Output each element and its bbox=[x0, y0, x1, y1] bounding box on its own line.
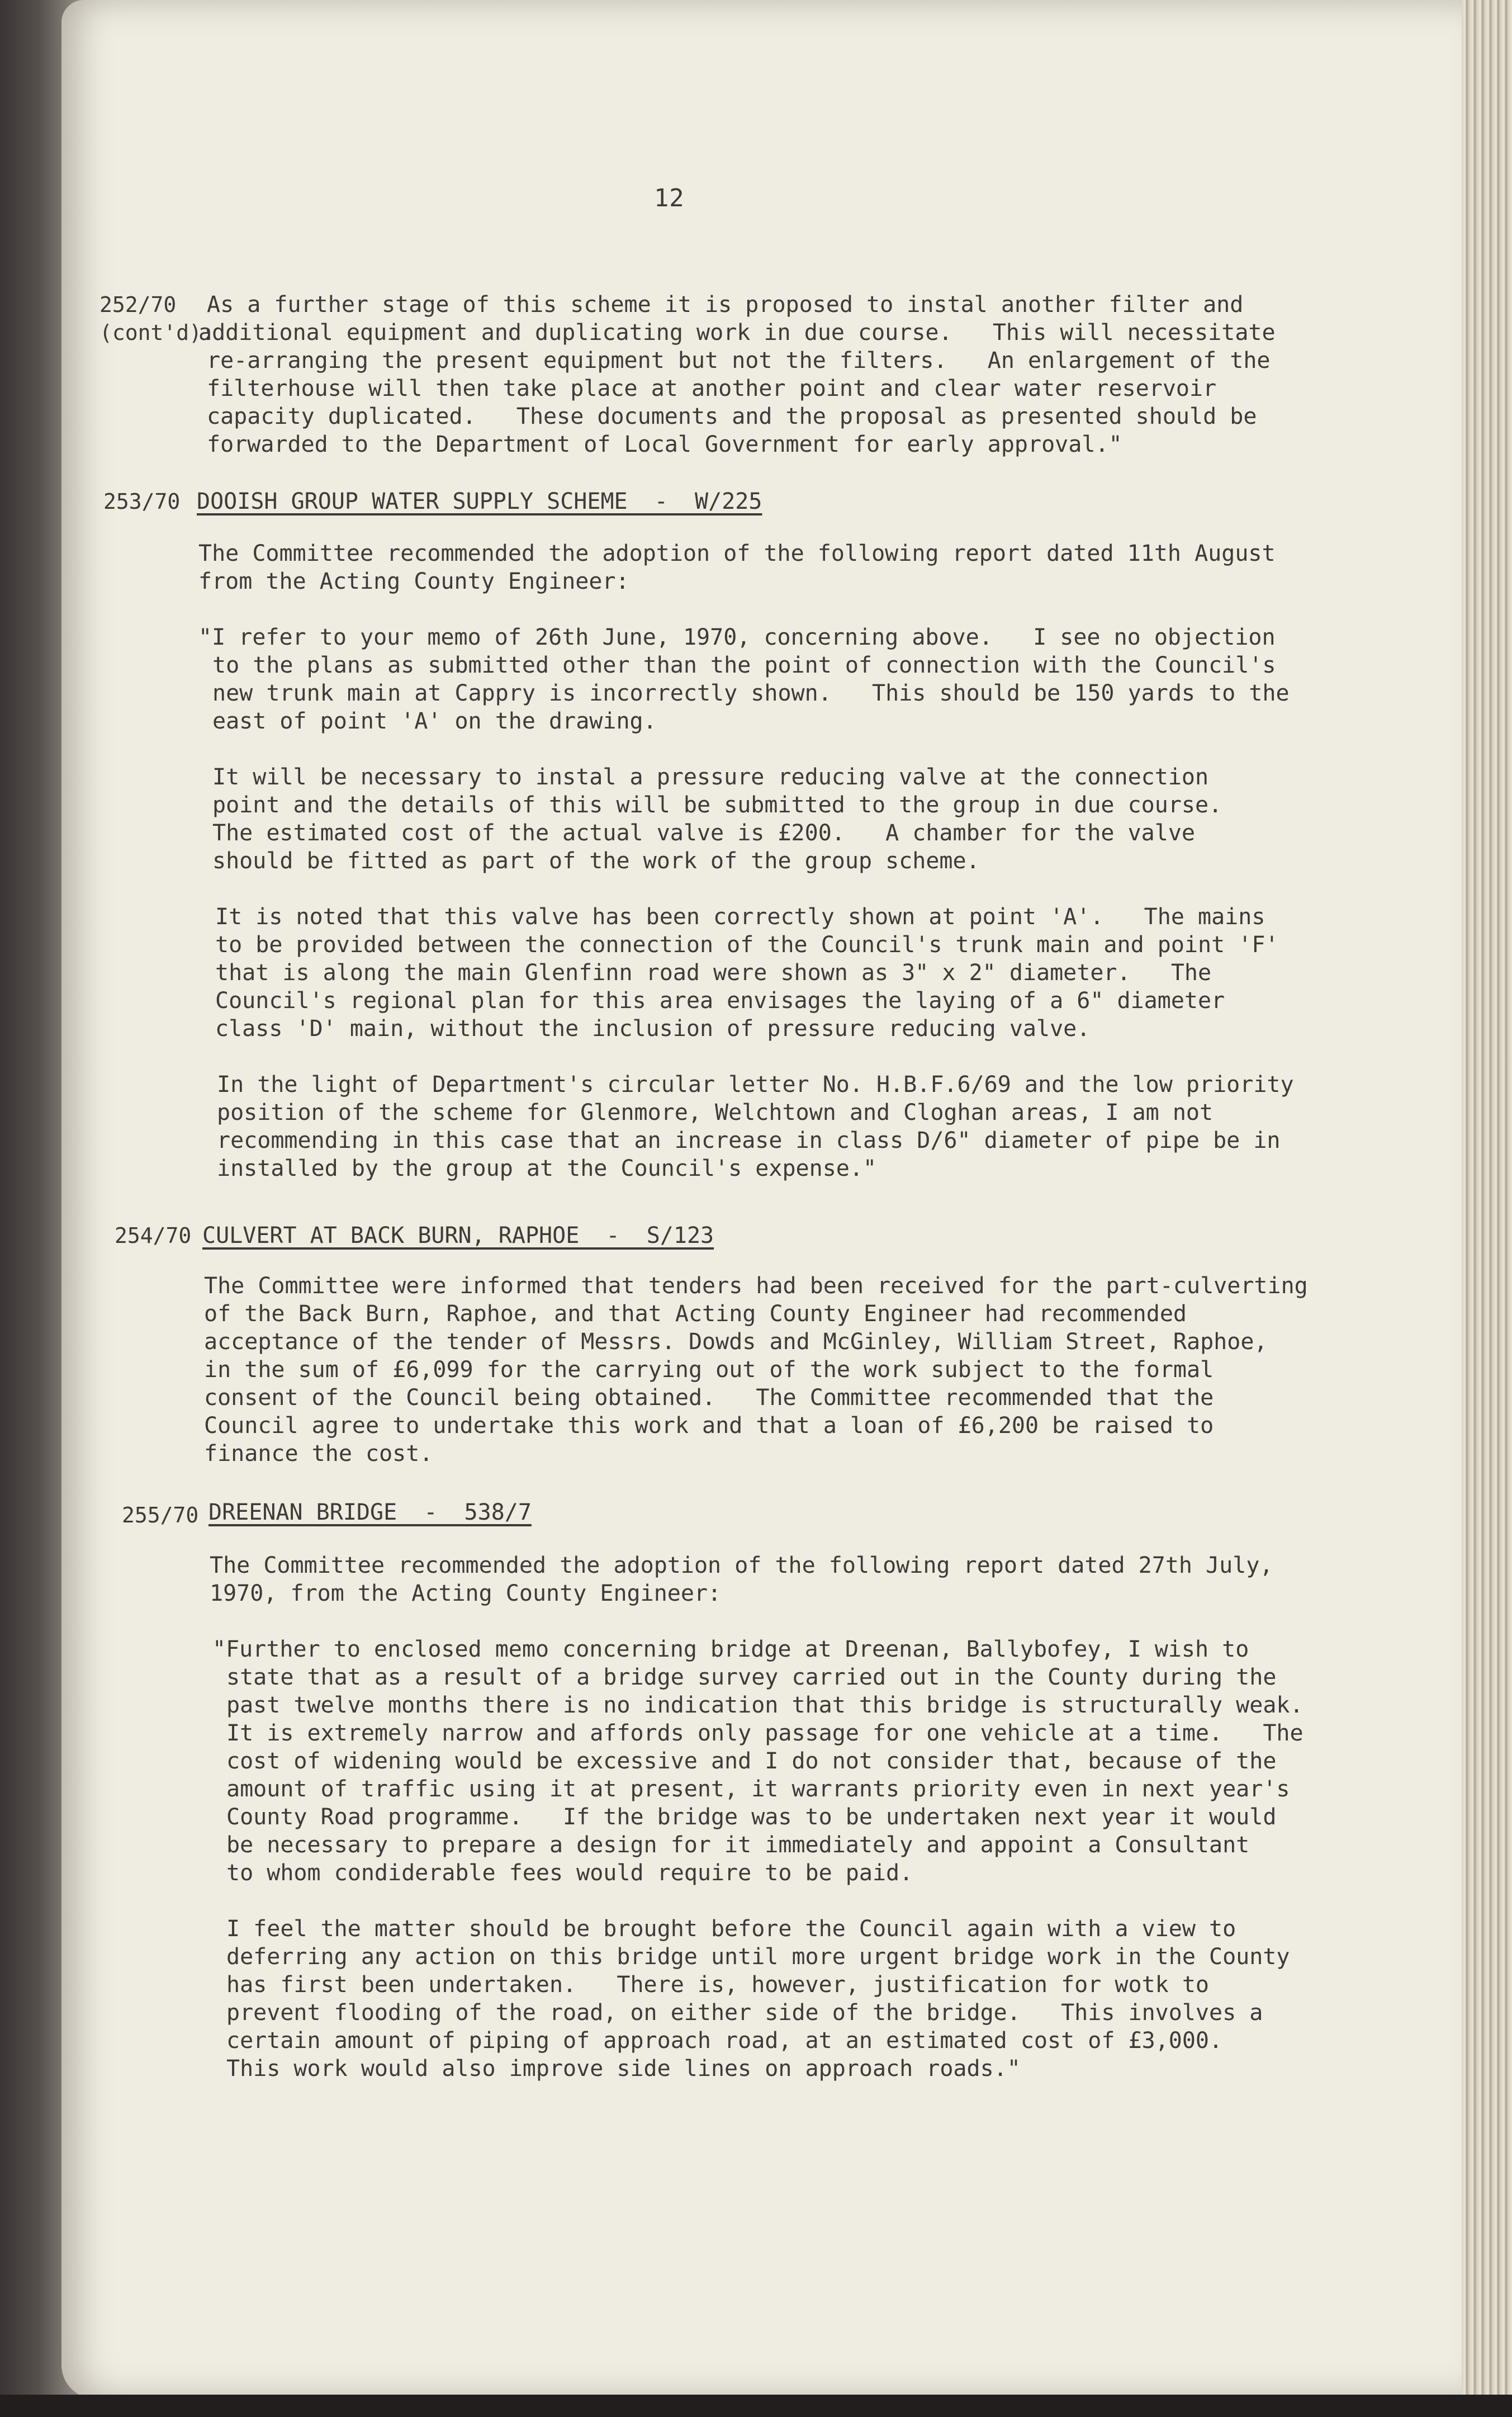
text-line: from the Acting County Engineer: bbox=[198, 569, 629, 594]
text-line: It is extremely narrow and affords only passage for one vehicle at a time. The bbox=[226, 1720, 1304, 1746]
text-line: additional equipment and duplicating work in due course. This will necessitate bbox=[198, 320, 1276, 346]
heading-255: DREENAN BRIDGE - 538/7 bbox=[208, 1500, 532, 1525]
text-line: re-arranging the present equipment but not the filters. An enlargement of the bbox=[207, 348, 1271, 373]
text-line: east of point 'A' on the drawing. bbox=[212, 708, 657, 734]
text-line: installed by the group at the Council's expense." bbox=[217, 1156, 877, 1181]
paragraph-252-1 bbox=[198, 291, 1276, 458]
text-line: I feel the matter should be brought before the Council again with a view to bbox=[226, 1916, 1236, 1942]
text-line: point and the details of this will be submitted to the group in due course. bbox=[212, 792, 1222, 818]
paragraph-255-1 bbox=[210, 1552, 1273, 1607]
text-line: to whom condiderable fees would require to be paid. bbox=[226, 1860, 913, 1886]
text-line: finance the cost. bbox=[204, 1441, 433, 1467]
text-line: The Committee recommended the adoption of the following report dated 11th August bbox=[198, 541, 1276, 566]
scan-background bbox=[0, 2395, 1512, 2417]
text-line: forwarded to the Department of Local Government for early approval." bbox=[207, 432, 1122, 457]
minute-ref-255: 255/70 bbox=[122, 1503, 199, 1527]
text-line: deferring any action on this bridge until more urgent bridge work in the County bbox=[226, 1944, 1290, 1970]
text-line: in the sum of £6,099 for the carrying out of the work subject to the formal bbox=[204, 1357, 1214, 1383]
minute-ref-253: 253/70 bbox=[103, 489, 181, 514]
paragraph-253-3 bbox=[212, 763, 1222, 875]
text-line: class 'D' main, without the inclusion of pressure reducing valve. bbox=[215, 1016, 1091, 1042]
text-line: has first been undertaken. There is, however, justification for wotk to bbox=[226, 1972, 1209, 1998]
text-line: acceptance of the tender of Messrs. Dowds and McGinley, William Street, Raphoe, bbox=[204, 1329, 1268, 1355]
text-line: It will be necessary to instal a pressure reducing valve at the connection bbox=[212, 764, 1209, 790]
paragraph-253-5 bbox=[217, 1071, 1294, 1183]
page-number: 12 bbox=[654, 184, 685, 212]
text-line: As a further stage of this scheme it is proposed to instal another filter and bbox=[207, 292, 1244, 318]
text-line: to be provided between the connection of the Council's trunk main and point 'F' bbox=[215, 932, 1279, 958]
minute-ref-252: 252/70 bbox=[99, 292, 177, 317]
text-line: to the plans as submitted other than the point of connection with the Council's bbox=[212, 652, 1276, 678]
text-line: Council's regional plan for this area envisages the laying of a 6" diameter bbox=[215, 988, 1225, 1014]
text-line: The estimated cost of the actual valve is £200. A chamber for the valve bbox=[212, 820, 1195, 846]
paragraph-253-4 bbox=[215, 903, 1278, 1043]
paragraph-255-2 bbox=[212, 1635, 1304, 1887]
minute-ref-cont: (cont'd): bbox=[99, 320, 215, 345]
paragraph-254-1 bbox=[204, 1272, 1308, 1468]
text-line: past twelve months there is no indication that this bridge is structurally weak. bbox=[226, 1692, 1304, 1718]
text-line: prevent flooding of the road, on either side of the bridge. This involves a bbox=[226, 2000, 1263, 2026]
heading-253: DOOISH GROUP WATER SUPPLY SCHEME - W/225 bbox=[197, 489, 762, 514]
text-line: The Committee recommended the adoption of the following report dated 27th July, bbox=[210, 1553, 1273, 1578]
text-line: consent of the Council being obtained. The Committee recommended that the bbox=[204, 1385, 1214, 1411]
text-line: certain amount of piping of approach road, at an estimated cost of £3,000. bbox=[226, 2028, 1223, 2054]
paragraph-253-2 bbox=[198, 623, 1290, 735]
text-line: be necessary to prepare a design for it immediately and appoint a Consultant bbox=[226, 1832, 1250, 1858]
text-line: state that as a result of a bridge survey carried out in the County during the bbox=[226, 1664, 1277, 1690]
text-line: "Further to enclosed memo concerning bridge at Dreenan, Ballybofey, I wish to bbox=[212, 1636, 1249, 1662]
text-line: that is along the main Glenfinn road were shown as 3" x 2" diameter. The bbox=[215, 960, 1212, 986]
text-line: This work would also improve side lines on approach roads." bbox=[226, 2056, 1021, 2082]
text-line: The Committee were informed that tenders had been received for the part-culverting bbox=[204, 1273, 1308, 1299]
text-line: capacity duplicated. These documents and the proposal as presented should be bbox=[207, 404, 1257, 429]
text-line: 1970, from the Acting County Engineer: bbox=[210, 1581, 722, 1606]
minute-ref-254: 254/70 bbox=[115, 1223, 192, 1248]
text-line: amount of traffic using it at present, it warrants priority even in next year's bbox=[226, 1776, 1290, 1802]
text-line: Council agree to undertake this work and that a loan of £6,200 be raised to bbox=[204, 1413, 1214, 1439]
text-line: recommending in this case that an increase in class D/6" diameter of pipe be in bbox=[217, 1128, 1281, 1153]
text-line: In the light of Department's circular letter No. H.B.F.6/69 and the low priority bbox=[217, 1072, 1294, 1098]
text-line: "I refer to your memo of 26th June, 1970, concerning above. I see no objection bbox=[198, 625, 1276, 650]
paragraph-255-3 bbox=[226, 1915, 1290, 2083]
text-line: of the Back Burn, Raphoe, and that Acting County Engineer had recommended bbox=[204, 1301, 1187, 1327]
text-line: should be fitted as part of the work of the group scheme. bbox=[212, 848, 980, 874]
text-line: cost of widening would be excessive and I do not consider that, because of the bbox=[226, 1748, 1277, 1774]
heading-254: CULVERT AT BACK BURN, RAPHOE - S/123 bbox=[202, 1223, 714, 1248]
text-line: filterhouse will then take place at another point and clear water reservoir bbox=[207, 376, 1217, 401]
page-stack-edge bbox=[1462, 0, 1512, 2417]
paragraph-253-1 bbox=[198, 540, 1276, 595]
text-line: It is noted that this valve has been correctly shown at point 'A'. The mains bbox=[215, 904, 1265, 930]
text-line: County Road programme. If the bridge was to be undertaken next year it would bbox=[226, 1804, 1277, 1830]
text-line: position of the scheme for Glenmore, Welchtown and Cloghan areas, I am not bbox=[217, 1100, 1214, 1125]
text-line: new trunk main at Cappry is incorrectly shown. This should be 150 yards to the bbox=[212, 680, 1290, 706]
